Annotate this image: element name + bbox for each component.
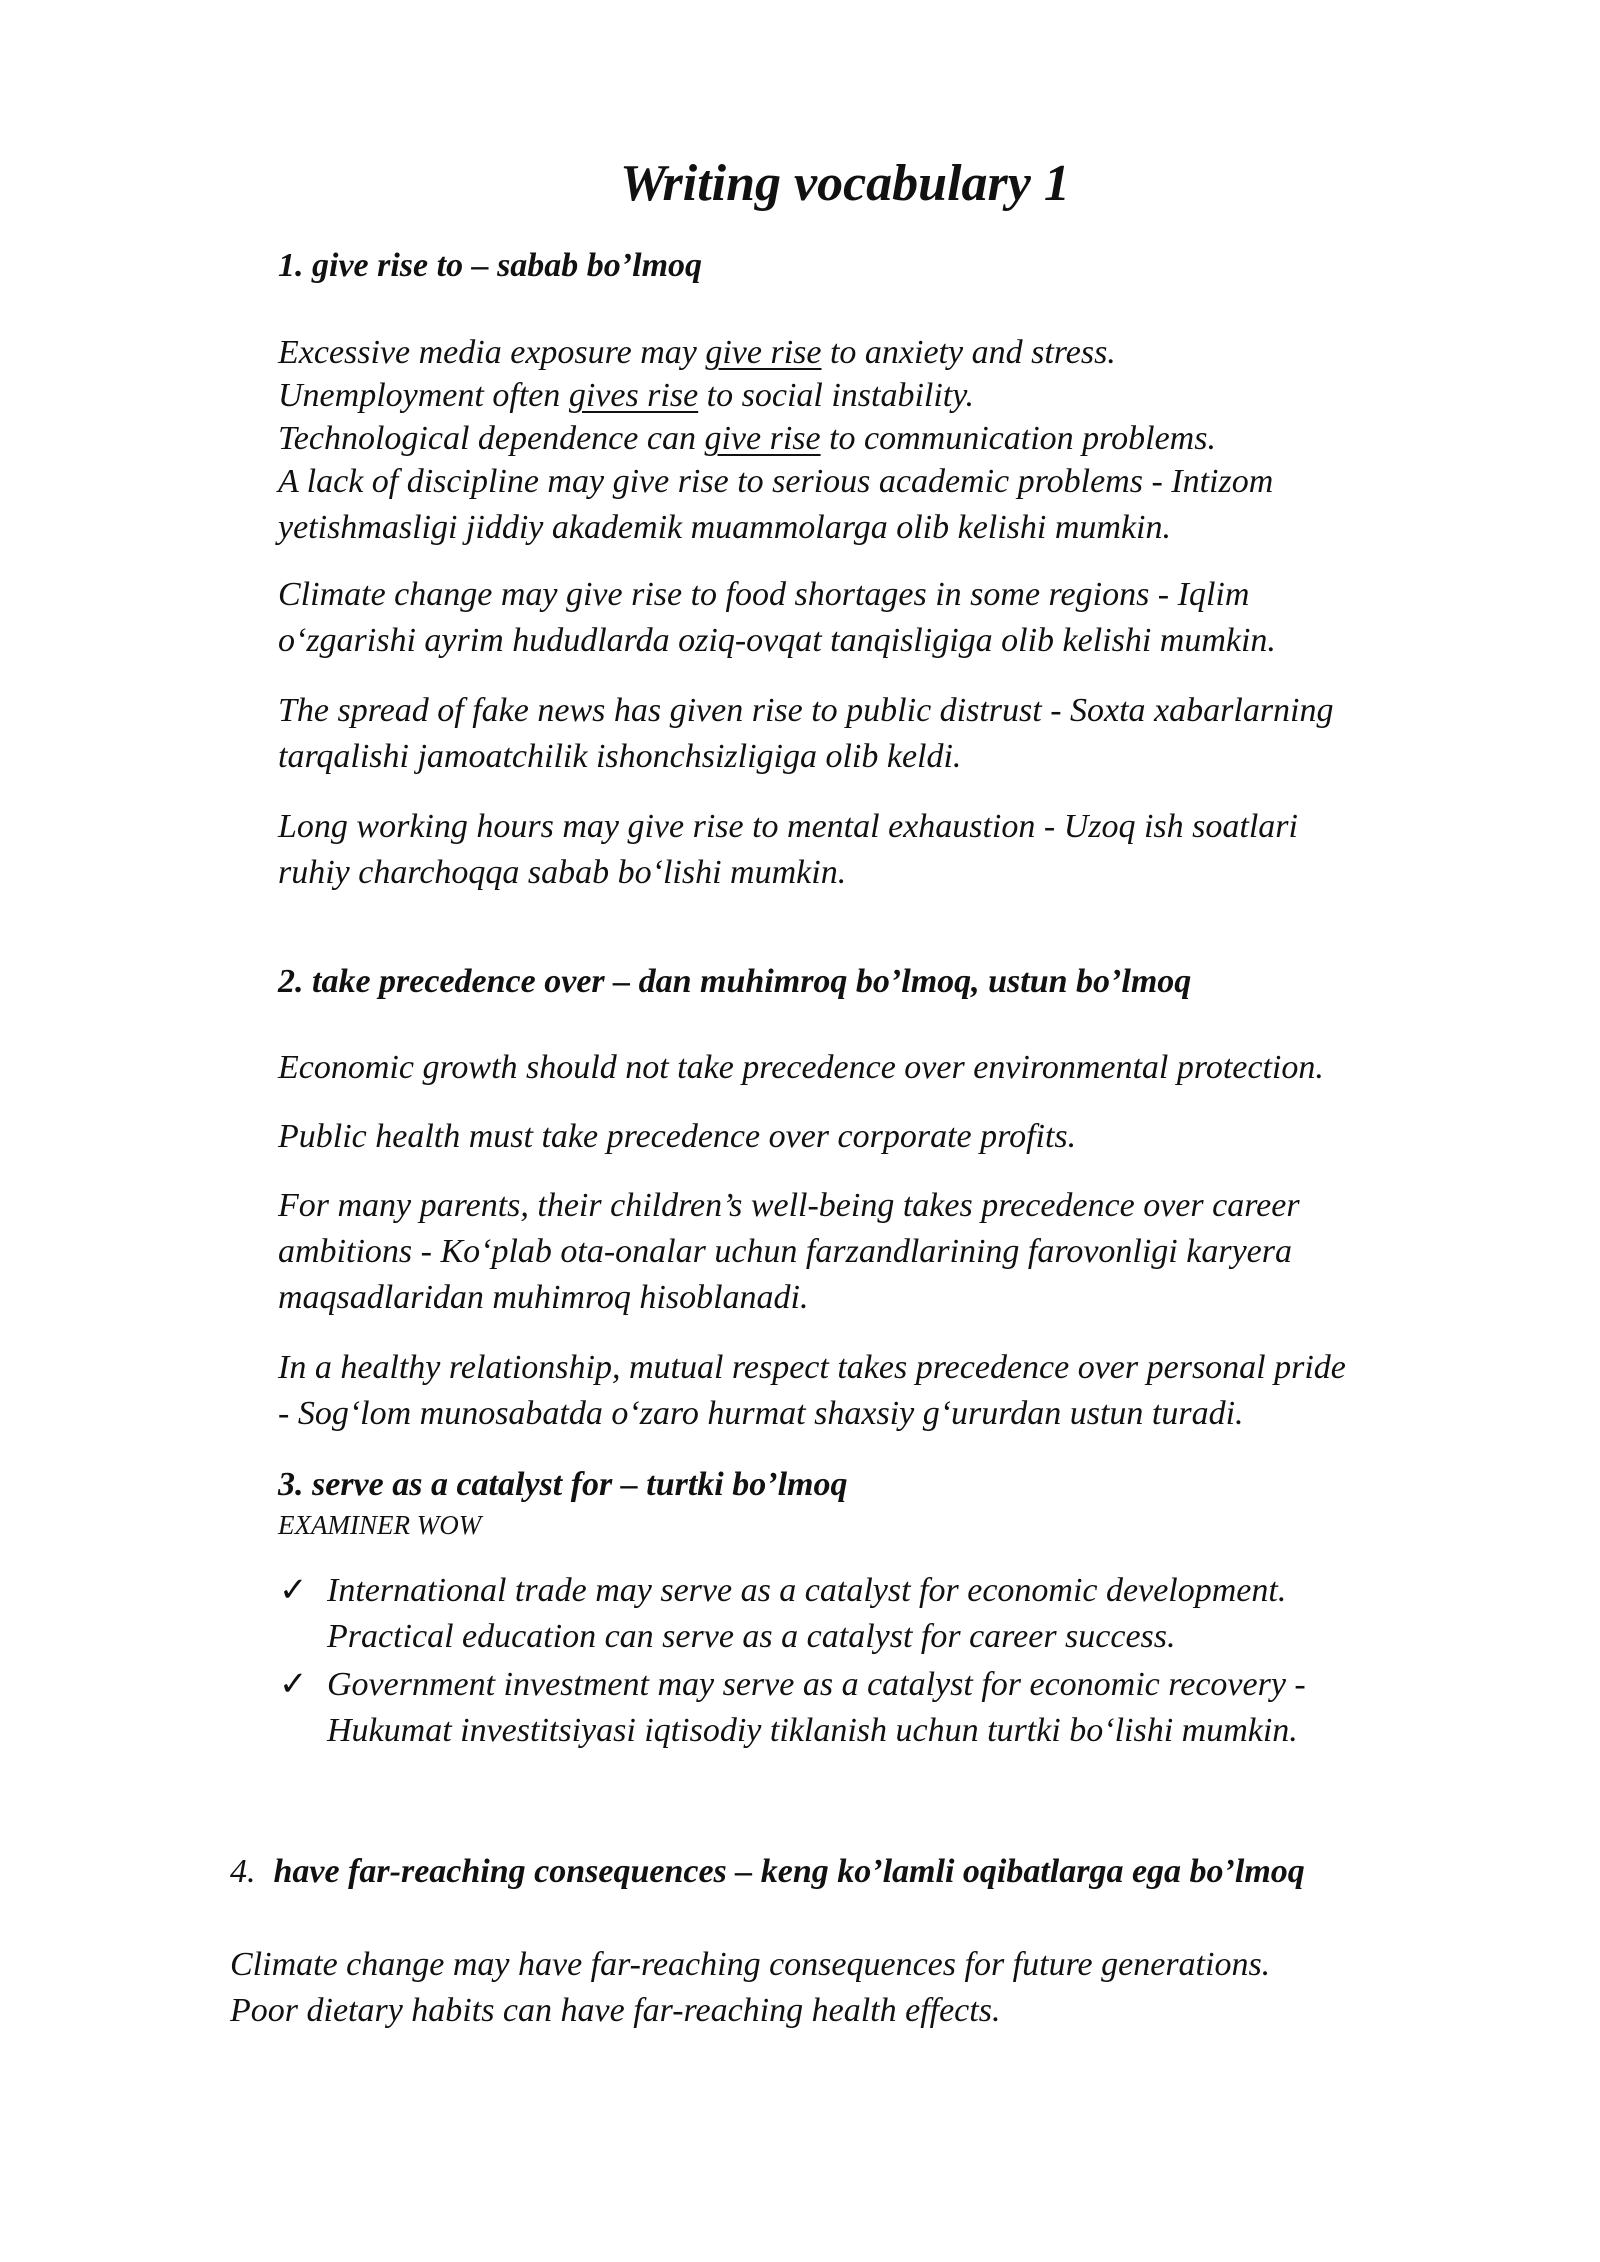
section-2-example-4 — [278, 1345, 1346, 1437]
example-line: A lack of discipline may give rise to serious academic problems - Intizom — [278, 463, 1274, 500]
example-line: Climate change may give rise to food shortages in some regions - Iqlim — [278, 576, 1250, 613]
underlined-phrase: gives rise — [568, 377, 699, 414]
example-line: The spread of fake news has given rise to public distrust - Soxta xabarlarning — [278, 692, 1334, 729]
section-1-example-2 — [278, 572, 1276, 664]
example-line: Unemployment often gives rise to social instability. — [278, 377, 974, 414]
example-line: Long working hours may give rise to mental exhaustion - Uzoq ish soatlari — [278, 808, 1298, 845]
underlined-phrase: give rise — [704, 420, 821, 457]
example-line: yetishmasligi jiddiy akademik muammolarga olib kelishi mumkin. — [278, 509, 1171, 546]
section-4-examples — [230, 1942, 1270, 2034]
section-2-example-3 — [278, 1183, 1300, 1321]
example-line: Technological dependence can give rise to communication problems. — [278, 420, 1216, 457]
examiner-note: EXAMINER WOW — [278, 1510, 482, 1540]
section-2-example-2: Public health must take precedence over corporate profits. — [278, 1118, 1077, 1155]
section-number: 4. — [230, 1853, 256, 1890]
section-3-heading: 3. serve as a catalyst for – turtki bo’lmoq — [278, 1466, 848, 1503]
section-1-examples — [278, 330, 1273, 551]
checkmark-icon: ✓ — [279, 1572, 308, 1609]
section-4-heading — [230, 1851, 1305, 1893]
section-2-example-1: Economic growth should not take precedence over environmental protection. — [278, 1049, 1324, 1086]
underlined-phrase: give rise — [705, 334, 822, 371]
example-line: Poor dietary habits can have far-reaching health effects. — [230, 1992, 1001, 2029]
checklist-item — [279, 1568, 1287, 1660]
example-line: International trade may serve as a catalyst for economic development. — [327, 1572, 1287, 1609]
example-line: - Sog‘lom munosabatda o‘zaro hurmat shaxsiy g‘ururdan ustun turadi. — [278, 1395, 1244, 1432]
page-title: Writing vocabulary 1 — [620, 155, 1070, 212]
example-line: For many parents, their children’s well-being takes precedence over career — [278, 1187, 1300, 1224]
example-line: In a healthy relationship, mutual respect takes precedence over personal pride — [278, 1349, 1346, 1386]
section-2-heading: 2. take precedence over – dan muhimroq bo’lmoq, ustun bo’lmoq — [278, 963, 1192, 1000]
example-line: maqsadlaridan muhimroq hisoblanadi. — [278, 1279, 809, 1316]
example-line: Excessive media exposure may give rise to anxiety and stress. — [278, 334, 1116, 371]
example-line: tarqalishi jamoatchilik ishonchsizligiga olib keldi. — [278, 738, 962, 775]
checkmark-icon: ✓ — [279, 1666, 308, 1703]
example-line: ruhiy charchoqqa sabab bo‘lishi mumkin. — [278, 854, 847, 891]
example-line: Practical education can serve as a catalyst for career success. — [327, 1618, 1176, 1655]
section-1-example-4 — [278, 804, 1298, 896]
example-line: ambitions - Ko‘plab ota-onalar uchun farzandlarining farovonligi karyera — [278, 1233, 1292, 1270]
section-1-example-3 — [278, 688, 1334, 780]
section-4-title: have far-reaching consequences – keng ko’lamli oqibatlarga ega bo’lmoq — [273, 1853, 1305, 1890]
example-line: Government investment may serve as a catalyst for economic recovery - — [327, 1666, 1306, 1703]
section-1-heading: 1. give rise to – sabab bo’lmoq — [278, 247, 703, 284]
checklist-item — [279, 1662, 1306, 1754]
example-line: Hukumat investitsiyasi iqtisodiy tiklanish uchun turtki bo‘lishi mumkin. — [327, 1712, 1298, 1749]
example-line: Climate change may have far-reaching consequences for future generations. — [230, 1946, 1271, 1983]
example-line: o‘zgarishi ayrim hududlarda oziq-ovqat tanqisligiga olib kelishi mumkin. — [278, 622, 1276, 659]
